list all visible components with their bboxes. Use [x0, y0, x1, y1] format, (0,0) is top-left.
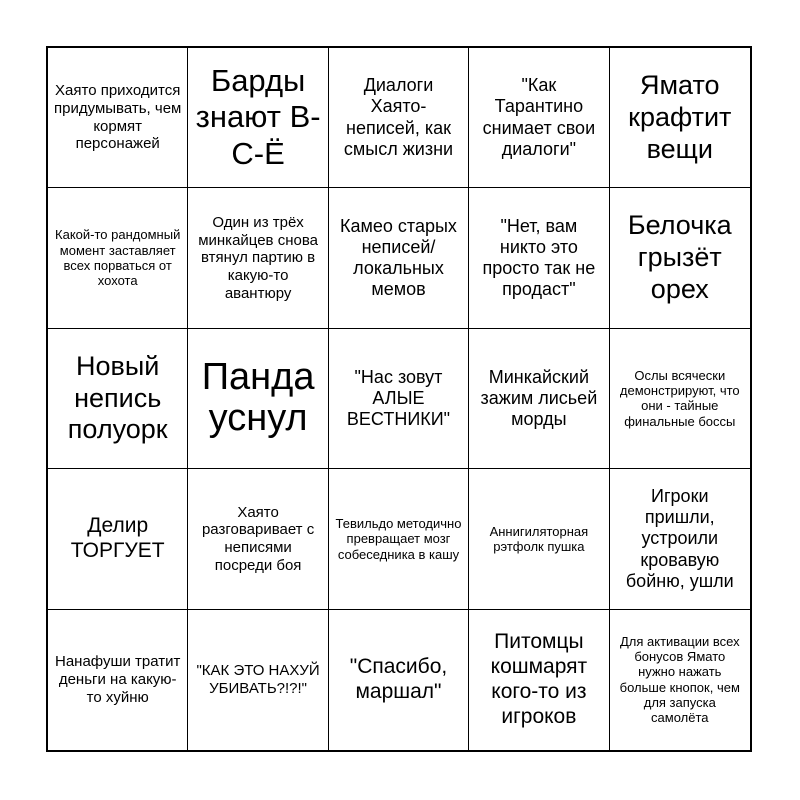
bingo-board	[46, 46, 752, 752]
bingo-cell: Для активации всех бонусов Ямато нужно нажать больше кнопок, чем для запуска самолёта	[619, 633, 740, 726]
bingo-cell: "Нас зовут АЛЫЕ ВЕСТНИКИ"	[329, 329, 469, 469]
bingo-cell: Белочка грызёт орех	[610, 188, 750, 328]
bingo-cell: Панда уснул	[188, 329, 328, 469]
bingo-cell: Нанафуши тратит деньги на какую-то хуйню	[48, 610, 188, 750]
bingo-cell: "Как Тарантино снимает свои диалоги"	[469, 48, 609, 188]
bingo-cell: Делир ТОРГУЕТ	[48, 469, 188, 609]
bingo-cell: Один из трёх минкайцев снова втянул партию в какую-то авантюру	[188, 188, 328, 328]
bingo-cell: Ослы всячески демонстрируют, что они - тайные финальные боссы	[610, 329, 750, 469]
bingo-cell: Хаято приходится придумывать, чем кормят персонажей	[48, 48, 188, 188]
bingo-cell: Диалоги Хаято-неписей, как смысл жизни	[329, 48, 469, 188]
bingo-cell: Барды знают В-С-Ё	[188, 48, 328, 188]
bingo-cell: Игроки пришли, устроили кровавую бойню, ушли	[610, 469, 750, 609]
bingo-cell: Аннигиляторная рэтфолк пушка	[469, 469, 609, 609]
bingo-cell: Камео старых неписей/ локальных мемов	[329, 188, 469, 328]
bingo-cell: Питомцы кошмарят кого-то из игроков	[469, 610, 609, 750]
bingo-cell: "Нет, вам никто это просто так не продаст"	[469, 188, 609, 328]
bingo-cell: Ямато крафтит вещи	[610, 48, 750, 188]
bingo-cell: Минкайский зажим лисьей морды	[469, 329, 609, 469]
bingo-cell: Какой-то рандомный момент заставляет всех порваться от хохота	[48, 188, 188, 328]
bingo-cell: Хаято разговаривает с неписями посреди боя	[188, 469, 328, 609]
bingo-cell: "Спасибо, маршал"	[329, 610, 469, 750]
bingo-cell: Новый непись полуорк	[48, 329, 188, 469]
bingo-cell: "КАК ЭТО НАХУЙ УБИВАТЬ?!?!"	[188, 610, 328, 750]
bingo-cell: Тевильдо методично превращает мозг собеседника в кашу	[329, 469, 469, 609]
